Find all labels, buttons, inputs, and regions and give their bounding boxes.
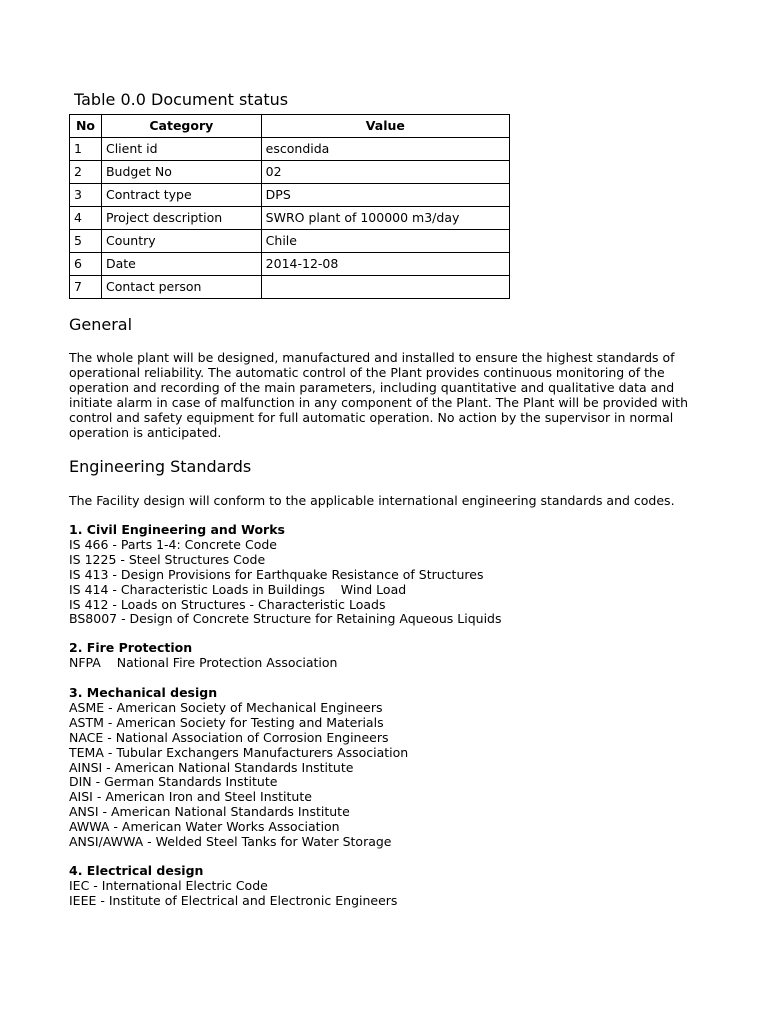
table-row (70, 161, 510, 184)
cell-no: 4 (70, 207, 102, 230)
cell-no: 2 (70, 161, 102, 184)
section-mechanical (69, 686, 709, 850)
cell-category: Budget No (101, 161, 261, 184)
cell-value: escondida (261, 138, 509, 161)
table-row (70, 184, 510, 207)
paragraph-line: initiate alarm in case of malfunction in any component of the Plant. The Plant will be provided with (69, 395, 689, 410)
cell-category: Contract type (101, 184, 261, 207)
column-header-no: No (70, 115, 102, 138)
engineering-intro: The Facility design will conform to the applicable international engineering standards and codes. (69, 493, 675, 508)
standard-item: AWWA - American Water Works Association (69, 819, 340, 835)
section-fire-protection (69, 641, 709, 671)
paragraph-line: operation is anticipated. (69, 425, 222, 440)
cell-value: 2014-12-08 (261, 253, 509, 276)
standard-item: IEC - International Electric Code (69, 877, 268, 893)
standard-item: NACE - National Association of Corrosion Engineers (69, 729, 389, 745)
standard-item: ANSI - American National Standards Institute (69, 804, 350, 820)
standard-item: BS8007 - Design of Concrete Structure for Retaining Aqueous Liquids (69, 611, 502, 627)
section-title: 1. Civil Engineering and Works (69, 522, 285, 537)
section-civil (69, 523, 709, 627)
cell-value (261, 276, 509, 299)
cell-category: Country (101, 230, 261, 253)
standard-item: IS 413 - Design Provisions for Earthquake Resistance of Structures (69, 566, 484, 582)
column-header-value: Value (261, 115, 509, 138)
standard-item: IEEE - Institute of Electrical and Electronic Engineers (69, 892, 398, 908)
section-title: 3. Mechanical design (69, 685, 218, 700)
paragraph-line: The whole plant will be designed, manufactured and installed to ensure the highest standards of (69, 350, 675, 365)
cell-no: 3 (70, 184, 102, 207)
cell-category: Client id (101, 138, 261, 161)
engineering-standards-heading: Engineering Standards (69, 457, 252, 476)
column-header-category: Category (101, 115, 261, 138)
table-row (70, 276, 510, 299)
document-status-table (69, 114, 510, 299)
section-electrical (69, 864, 709, 909)
cell-no: 5 (70, 230, 102, 253)
standard-item: AINSI - American National Standards Institute (69, 759, 354, 775)
cell-category: Project description (101, 207, 261, 230)
standard-item: ASME - American Society of Mechanical Engineers (69, 699, 383, 715)
table-row (70, 253, 510, 276)
general-paragraph (69, 350, 689, 440)
standard-item: IS 1225 - Steel Structures Code (69, 551, 266, 567)
cell-value: DPS (261, 184, 509, 207)
table-row (70, 138, 510, 161)
cell-value: Chile (261, 230, 509, 253)
standard-item: IS 412 - Loads on Structures - Characteristic Loads (69, 596, 386, 612)
cell-no: 7 (70, 276, 102, 299)
general-heading: General (69, 315, 133, 334)
cell-no: 1 (70, 138, 102, 161)
table-caption: Table 0.0 Document status (74, 90, 289, 109)
standard-item: TEMA - Tubular Exchangers Manufacturers Association (69, 744, 409, 760)
standard-item: AISI - American Iron and Steel Institute (69, 789, 312, 805)
table-row (70, 207, 510, 230)
standard-item: IS 414 - Characteristic Loads in Buildings Wind Load (69, 581, 407, 597)
table-header-row (70, 115, 510, 138)
cell-no: 6 (70, 253, 102, 276)
standard-item: ANSI/AWWA - Welded Steel Tanks for Water Storage (69, 834, 392, 850)
paragraph-line: control and safety equipment for full automatic operation. No action by the supervisor in normal (69, 410, 674, 425)
standard-item: NFPA National Fire Protection Association (69, 654, 338, 670)
paragraph-line: operation and recording of the main parameters, including quantitative and qualitative data and (69, 380, 675, 395)
section-title: 2. Fire Protection (69, 640, 193, 655)
cell-category: Contact person (101, 276, 261, 299)
cell-category: Date (101, 253, 261, 276)
paragraph-line: operational reliability. The automatic control of the Plant provides continuous monitoring of the (69, 365, 665, 380)
table-row (70, 230, 510, 253)
standard-item: DIN - German Standards Institute (69, 774, 278, 790)
standard-item: ASTM - American Society for Testing and Materials (69, 714, 384, 730)
section-title: 4. Electrical design (69, 863, 204, 878)
cell-value: SWRO plant of 100000 m3/day (261, 207, 509, 230)
standard-item: IS 466 - Parts 1-4: Concrete Code (69, 536, 277, 552)
cell-value: 02 (261, 161, 509, 184)
